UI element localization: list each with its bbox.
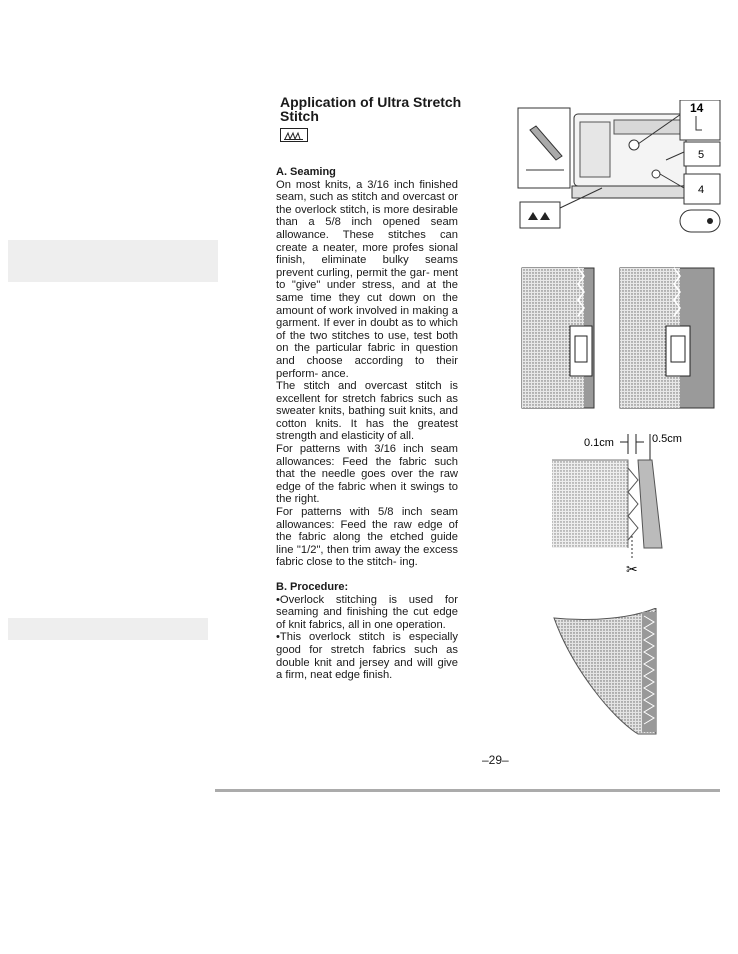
machine-settings-figure xyxy=(516,100,722,240)
scan-edge-line xyxy=(215,789,720,792)
page-number: –29– xyxy=(482,753,509,767)
page-title: Application of Ultra Stretch Stitch xyxy=(280,94,462,124)
scan-noise xyxy=(8,240,218,282)
paragraph: For patterns with 5/8 inch seam allowances: Feed the raw edge of the fabric along the etched guide line "1/2", then trim away the excess fabric close to the stitch- ing. xyxy=(276,506,458,569)
body-text xyxy=(276,166,458,682)
section-heading-procedure: B. Procedure: xyxy=(276,581,349,593)
pattern-number: 14 xyxy=(690,101,704,115)
trim-diagram-figure xyxy=(548,428,720,578)
finished-edge-figure xyxy=(552,608,660,736)
trim-label-right: 0.5cm xyxy=(652,433,682,445)
trim-label-left: 0.1cm xyxy=(584,437,614,449)
paragraph: On most knits, a 3/16 inch finished seam, such as stitch and overcast or the overlock stitch, is more desirable than a 5/8 inch opened seam allowance. These stitches can create a neater, more profes sional finish, eliminate bulky seams prevent curling, permit the gar- ment to "give" under stress, and at the same time they cut down on the amount of work involved in making a garment. If ever in doubt as to which of the two stitches to use, test both on the particular fabric in question and choose according to their perform- ance. xyxy=(276,178,458,380)
paragraph: •Overlock stitching is used for seaming and finishing the cut edge of knit fabrics, all in one operation. xyxy=(276,593,458,631)
scissors-icon: ✂ xyxy=(626,562,638,578)
overlock-stitch-figure xyxy=(520,266,720,411)
paragraph: For patterns with 3/16 inch seam allowances: Feed the fabric such that the needle goes over the raw edge of the fabric when it swings to the right. xyxy=(276,443,458,506)
stitch-length-value: 5 xyxy=(698,149,705,161)
paragraph: The stitch and overcast stitch is excellent for stretch fabrics such as sweater knits, bathing suit knits, and cotton knits. It has the greatest strength and elasticity of all. xyxy=(276,380,458,443)
scan-noise xyxy=(8,618,208,640)
section-heading-seaming: A. Seaming xyxy=(276,166,336,178)
paragraph: •This overlock stitch is especially good for stretch fabrics such as double knit and jersey and will give a firm, neat edge finish. xyxy=(276,631,458,682)
tension-value: 4 xyxy=(698,184,705,196)
ultra-stretch-stitch-icon xyxy=(280,128,308,142)
